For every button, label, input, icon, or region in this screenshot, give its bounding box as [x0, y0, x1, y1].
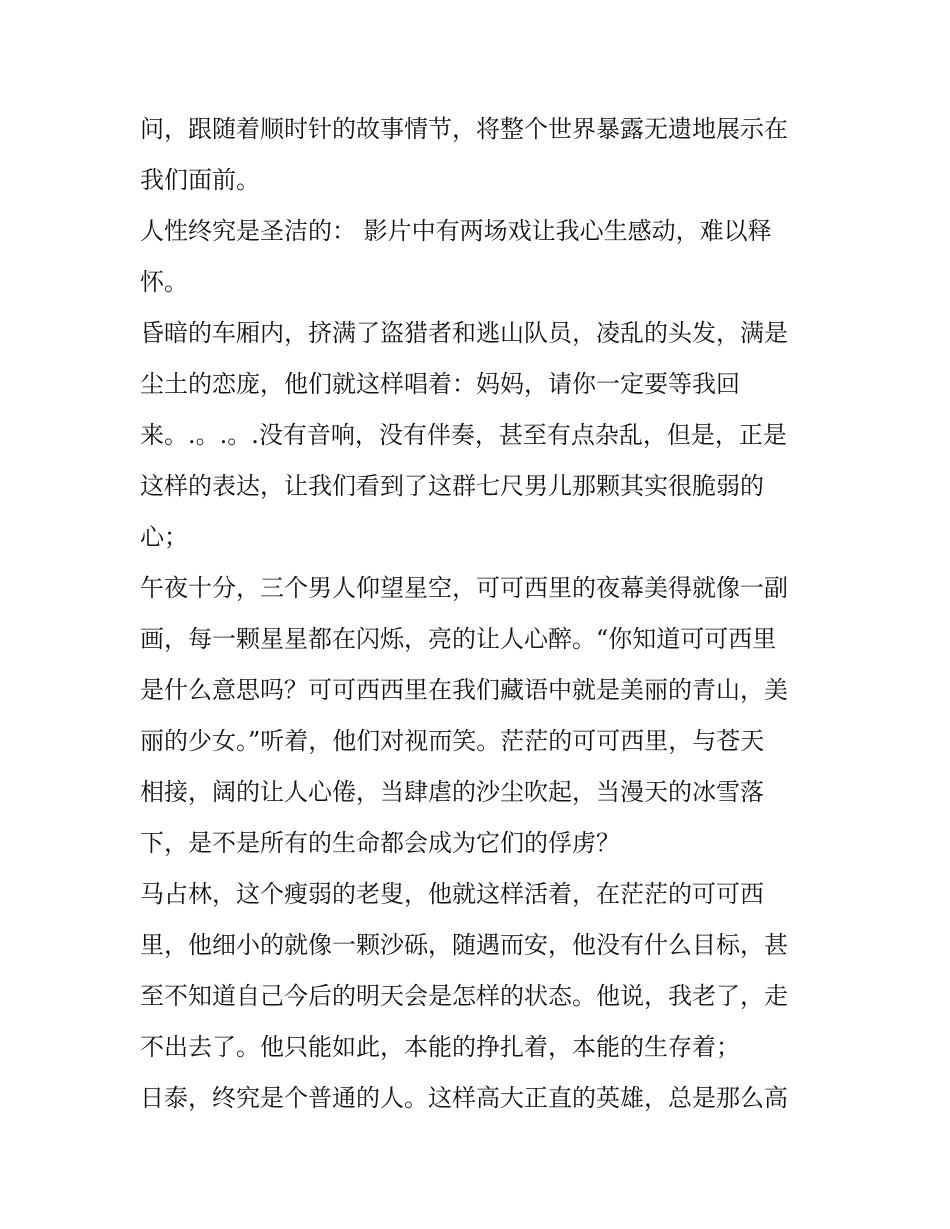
- text-line: 我们面前。: [140, 166, 260, 194]
- body-text: [140, 104, 820, 1124]
- text-line: 是什么意思吗？可可西西里在我们藏语中就是美丽的青山，美: [140, 676, 788, 704]
- text-line: 马占林，这个瘦弱的老叟，他就这样活着，在茫茫的可可西: [140, 880, 764, 908]
- text-line: 问，跟随着顺时针的故事情节，将整个世界暴露无遗地展示在: [140, 115, 788, 143]
- text-line: 这样的表达，让我们看到了这群七尺男儿那颗其实很脆弱的: [140, 472, 764, 500]
- text-line: 怀。: [140, 268, 188, 296]
- text-line: 下，是不是所有的生命都会成为它们的俘虏？: [140, 829, 620, 857]
- text-line: 相接，阔的让人心倦，当肆虐的沙尘吹起，当漫天的冰雪落: [140, 778, 764, 806]
- text-line: 不出去了。他只能如此，本能的挣扎着，本能的生存着；: [140, 1033, 740, 1061]
- text-line: 画，每一颗星星都在闪烁，亮的让人心醉。“你知道可可西里: [140, 625, 777, 653]
- text-line: 日泰，终究是个普通的人。这样高大正直的英雄，总是那么高: [140, 1084, 788, 1112]
- text-line: 丽的少女。”听着，他们对视而笑。茫茫的可可西里，与苍天: [140, 727, 765, 755]
- text-line: 昏暗的车厢内，挤满了盗猎者和逃山队员，凌乱的头发，满是: [140, 319, 788, 347]
- text-line: 午夜十分，三个男人仰望星空，可可西里的夜幕美得就像一副: [140, 574, 788, 602]
- text-line: 来。.。.。.没有音响，没有伴奏，甚至有点杂乱，但是，正是: [140, 421, 787, 449]
- text-line: 人性终究是圣洁的： 影片中有两场戏让我心生感动，难以释: [140, 217, 772, 245]
- text-line: 尘土的恋庞，他们就这样唱着：妈妈，请你一定要等我回: [140, 370, 740, 398]
- text-line: 至不知道自己今后的明天会是怎样的状态。他说，我老了，走: [140, 982, 788, 1010]
- text-line: 心；: [140, 523, 188, 551]
- text-line: 里，他细小的就像一颗沙砾，随遇而安，他没有什么目标，甚: [140, 931, 788, 959]
